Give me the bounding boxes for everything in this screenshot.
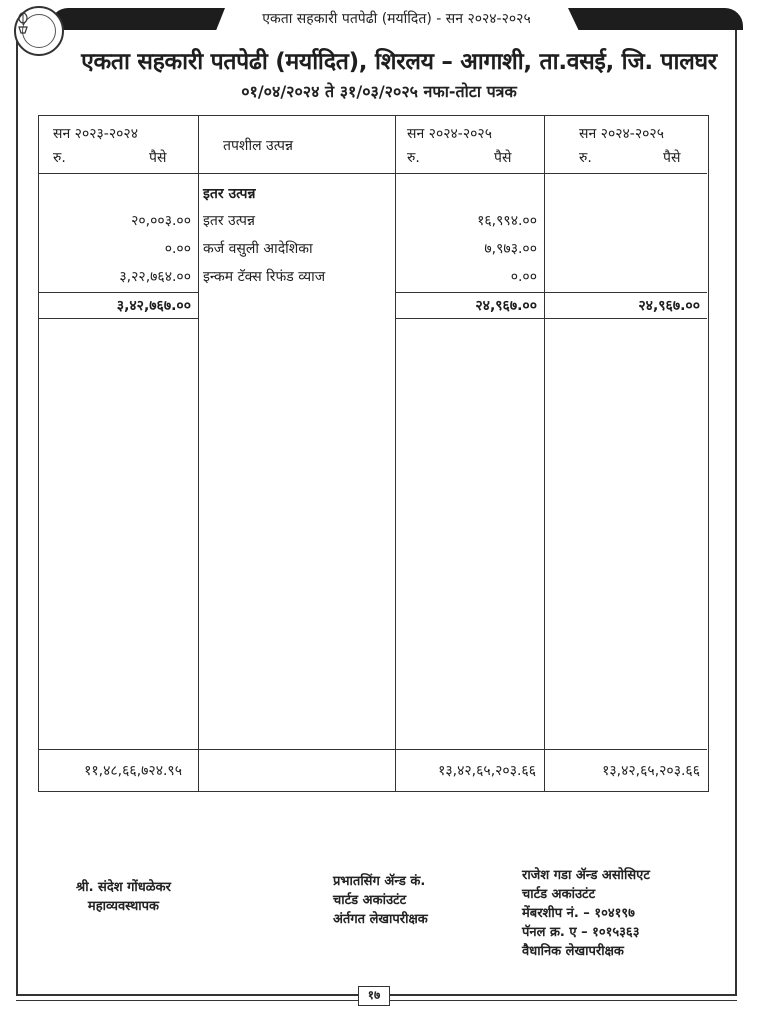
subtotal-rule <box>395 292 707 293</box>
header-bar-left <box>50 8 225 30</box>
seal-emblem-icon <box>17 11 29 35</box>
curr-year-amount: १६,९९४.०० <box>477 213 537 229</box>
internal-auditor-role: अंर्तगत लेखापरीक्षक <box>333 912 428 927</box>
statutory-auditor-panel: पॅनल क्र. ए – १०१५३६३ <box>522 925 640 940</box>
manager-signature-block <box>76 878 171 916</box>
column-divider <box>395 116 396 791</box>
prev-year-amount: २०,००३.०० <box>131 213 191 229</box>
statutory-auditor-designation: चार्टड अकांउटंट <box>522 887 596 902</box>
col3-rs-header: रु. <box>407 150 420 166</box>
internal-auditor-signature-block <box>333 872 428 929</box>
col4-year-header: सन २०२४-२०२५ <box>579 126 664 142</box>
curr-year-column-total: २४,९६७.०० <box>638 298 700 314</box>
statement-title: ०१/०४/२०२४ ते ३१/०३/२०२५ नफा-तोटा पत्रक <box>241 82 517 101</box>
column-divider <box>198 116 199 791</box>
col4-paise-header: पैसे <box>663 150 681 166</box>
column-divider <box>544 116 545 791</box>
header-bar-right <box>568 8 743 30</box>
subtotal-rule <box>39 318 199 319</box>
col4-rs-header: रु. <box>579 150 592 166</box>
statutory-auditor-role: वैधानिक लेखापरीक्षक <box>522 944 624 959</box>
curr-year-grand-total: १३,४२,६५,२०३.६६ <box>438 763 536 779</box>
subtotal-rule <box>39 292 199 293</box>
page-number: १७ <box>358 986 390 1006</box>
curr-year-column-grand-total: १३,४२,६५,२०३.६६ <box>602 763 700 779</box>
internal-auditor-firm: प्रभातसिंग ॲन्ड कं. <box>333 874 426 889</box>
curr-year-amount: ०.०० <box>510 269 537 285</box>
curr-year-subtotal: २४,९६७.०० <box>475 298 537 314</box>
col3-year-header: सन २०२४-२०२५ <box>407 126 492 142</box>
prev-year-amount: ०.०० <box>164 241 191 257</box>
prev-year-subtotal: ३,४२,७६७.०० <box>116 298 191 314</box>
internal-auditor-designation: चार्टड अकांउटंट <box>333 893 407 908</box>
section-heading: इतर उत्पन्न <box>203 186 256 202</box>
organization-title: एकता सहकारी पतपेढी (मर्यादित), शिरलय – आगाशी, ता.वसई, जि. पालघर <box>81 49 717 75</box>
total-rule <box>39 749 707 750</box>
curr-year-amount: ७,९७३.०० <box>484 241 537 257</box>
row-description: कर्ज वसुली आदेशिका <box>203 241 313 257</box>
col1-year-header: सन २०२३-२०२४ <box>53 126 138 142</box>
statutory-auditor-membership: मेंबरशीप नं. – १०४१९७ <box>522 906 635 921</box>
manager-title: महाव्यवस्थापक <box>87 899 160 914</box>
prev-year-grand-total: ११,४८,६६,७२४.९५ <box>84 763 182 779</box>
col1-rs-header: रु. <box>53 150 66 166</box>
manager-name: श्री. संदेश गोंधळेकर <box>76 880 171 895</box>
running-head: एकता सहकारी पतपेढी (मर्यादित) - सन २०२४-२०२५ <box>262 11 531 27</box>
prev-year-amount: ३,२२,७६४.०० <box>119 269 191 285</box>
col3-paise-header: पैसे <box>494 150 512 166</box>
statutory-auditor-firm: राजेश गडा ॲन्ड असोसिएट <box>522 868 650 883</box>
row-description: इन्कम टॅक्स रिफंड व्याज <box>203 269 326 285</box>
row-description: इतर उत्पन्न <box>203 213 255 229</box>
subtotal-rule <box>395 318 707 319</box>
statutory-auditor-signature-block <box>522 866 650 961</box>
description-header: तपशील उत्पन्न <box>223 138 293 154</box>
col1-paise-header: पैसे <box>149 150 167 166</box>
profit-loss-table <box>38 115 709 792</box>
header-divider <box>39 173 707 174</box>
